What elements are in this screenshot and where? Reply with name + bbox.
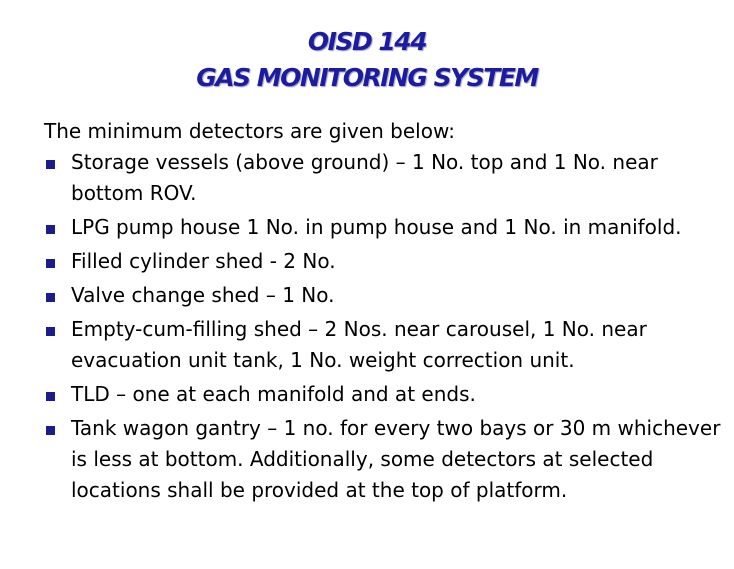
list-item [44,246,724,280]
list-item [44,314,724,379]
list-item-text: Tank wagon gantry – 1 no. for every two bays or 30 m whichever is less at bottom. Additionally, some detectors at selected locations shall be provided at the top of platform. [71,416,721,502]
square-bullet-icon [46,293,55,302]
list-item-text: Valve change shed – 1 No. [71,283,335,307]
list-item [44,379,724,413]
square-bullet-icon [46,225,55,234]
list-item [44,212,724,246]
list-item [44,280,724,314]
square-bullet-icon [46,327,55,336]
list-item-text: TLD – one at each manifold and at ends. [71,382,476,406]
title-line-1: OISD 144 [307,27,427,56]
list-item-text: Filled cylinder shed - 2 No. [71,249,336,273]
list-item [44,147,724,212]
intro-text: The minimum detectors are given below: [44,119,455,143]
slide-title [0,24,734,96]
list-item-text: Empty-cum-filling shed – 2 Nos. near carousel, 1 No. near evacuation unit tank, 1 No. weight correction unit. [71,317,647,372]
title-line-2: GAS MONITORING SYSTEM [196,63,538,92]
slide-body [44,116,724,509]
square-bullet-icon [46,426,55,435]
list-item-text: LPG pump house 1 No. in pump house and 1 No. in manifold. [71,215,682,239]
square-bullet-icon [46,259,55,268]
square-bullet-icon [46,392,55,401]
list-item [44,413,724,509]
list-item-text: Storage vessels (above ground) – 1 No. top and 1 No. near bottom ROV. [71,150,658,205]
bullet-list [44,147,724,509]
square-bullet-icon [46,160,55,169]
